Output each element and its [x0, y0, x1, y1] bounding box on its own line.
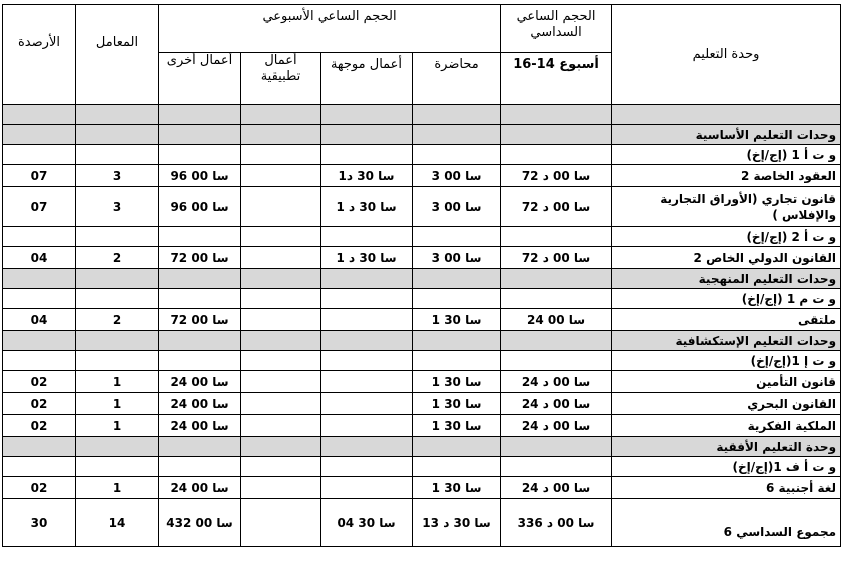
subsection-blank-cell [159, 145, 241, 165]
section-row [3, 125, 841, 145]
section-blank-cell [159, 269, 241, 289]
subsection-label: و ت أ 1 (إج/إخ) [612, 145, 841, 165]
semester-cell: 72 سا 00 د [501, 187, 612, 227]
subsection-blank-cell [3, 227, 76, 247]
blank-cell [501, 105, 612, 125]
applied-cell [241, 499, 321, 547]
subsection-blank-cell [321, 289, 413, 309]
blank-cell [413, 105, 501, 125]
semester-cell: 24 سا 00 د [501, 477, 612, 499]
subsection-blank-cell [413, 351, 501, 371]
total-label: مجموع السداسي 6 [612, 499, 841, 547]
subject-name: قانون التأمين [612, 371, 841, 393]
subsection-label: و ت أ ف 1(إج/إخ) [612, 457, 841, 477]
lecture-cell: 3 سا 00 [413, 187, 501, 227]
total-row [3, 499, 841, 547]
section-blank-cell [321, 331, 413, 351]
blank-cell [241, 105, 321, 125]
subsection-row [3, 289, 841, 309]
section-blank-cell [76, 125, 159, 145]
directed-cell [321, 309, 413, 331]
applied-cell [241, 371, 321, 393]
header-row-1 [3, 5, 841, 53]
applied-cell [241, 477, 321, 499]
subsection-blank-cell [76, 351, 159, 371]
subsection-label: و ت م 1 (إج/إخ) [612, 289, 841, 309]
credits-cell: 07 [3, 187, 76, 227]
subsection-label: و ت إ 1(إج/إخ) [612, 351, 841, 371]
coef-cell: 14 [76, 499, 159, 547]
lecture-cell: 3 سا 00 [413, 247, 501, 269]
applied-cell [241, 309, 321, 331]
subject-name: القانون الدولي الخاص 2 [612, 247, 841, 269]
other-cell: 24 سا 00 [159, 477, 241, 499]
subsection-blank-cell [159, 351, 241, 371]
subsection-blank-cell [321, 145, 413, 165]
subsection-blank-cell [501, 351, 612, 371]
subject-name: ملتقى [612, 309, 841, 331]
subsection-blank-cell [3, 289, 76, 309]
semester-cell: 72 سا 00 د [501, 247, 612, 269]
section-blank-cell [159, 125, 241, 145]
section-blank-cell [321, 269, 413, 289]
lecture-cell: 1 سا 30 [413, 393, 501, 415]
subject-row [3, 371, 841, 393]
credits-cell: 04 [3, 309, 76, 331]
weeks-header: 16-14 أسبوع [501, 53, 612, 105]
subsection-blank-cell [241, 457, 321, 477]
blank-cell [159, 105, 241, 125]
semester-cell: 24 سا 00 [501, 309, 612, 331]
subsection-blank-cell [413, 145, 501, 165]
lecture-cell: 1 سا 30 [413, 477, 501, 499]
section-blank-cell [76, 437, 159, 457]
other-cell: 432 سا 00 [159, 499, 241, 547]
section-blank-cell [501, 125, 612, 145]
directed-cell: 1 سا 30 د [321, 187, 413, 227]
subsection-row [3, 351, 841, 371]
subsection-blank-cell [413, 289, 501, 309]
other-cell: 24 سا 00 [159, 371, 241, 393]
blank-row [3, 105, 841, 125]
lecture-cell: 1 سا 30 [413, 309, 501, 331]
unit-header: وحدة التعليم [612, 5, 841, 105]
subject-name: العقود الخاصة 2 [612, 165, 841, 187]
blank-cell [76, 105, 159, 125]
lecture-cell: 1 سا 30 [413, 371, 501, 393]
section-row [3, 437, 841, 457]
subsection-blank-cell [159, 227, 241, 247]
directed-header: أعمال موجهة [321, 53, 413, 105]
subsection-blank-cell [413, 457, 501, 477]
coef-cell: 3 [76, 165, 159, 187]
subsection-blank-cell [3, 145, 76, 165]
section-blank-cell [501, 331, 612, 351]
directed-cell [321, 415, 413, 437]
other-cell: 96 سا 00 [159, 165, 241, 187]
section-blank-cell [241, 269, 321, 289]
section-blank-cell [159, 437, 241, 457]
coef-cell: 1 [76, 371, 159, 393]
credits-cell: 02 [3, 371, 76, 393]
directed-cell: 1 سا 30 د [321, 247, 413, 269]
coef-cell: 2 [76, 247, 159, 269]
subject-name: قانون تجاري (الأوراق التجارية والإفلاس ) [612, 187, 841, 227]
applied-cell [241, 393, 321, 415]
other-cell: 24 سا 00 [159, 393, 241, 415]
section-blank-cell [501, 269, 612, 289]
coef-cell: 1 [76, 393, 159, 415]
subsection-row [3, 145, 841, 165]
coef-cell: 1 [76, 415, 159, 437]
credits-cell: 04 [3, 247, 76, 269]
subsection-blank-cell [3, 351, 76, 371]
section-row [3, 331, 841, 351]
section-blank-cell [76, 269, 159, 289]
subject-name: القانون البحري [612, 393, 841, 415]
section-label: وحدات التعليم الإستكشافية [612, 331, 841, 351]
subsection-blank-cell [413, 227, 501, 247]
subject-name: لغة أجنبية 6 [612, 477, 841, 499]
credits-cell: 07 [3, 165, 76, 187]
subsection-row [3, 227, 841, 247]
semester-cell: 24 سا 00 د [501, 371, 612, 393]
section-blank-cell [159, 331, 241, 351]
blank-cell [3, 105, 76, 125]
credits-header: الأرصدة [3, 5, 76, 105]
subsection-blank-cell [76, 145, 159, 165]
applied-cell [241, 247, 321, 269]
subsection-row [3, 457, 841, 477]
subsection-blank-cell [241, 145, 321, 165]
subsection-blank-cell [76, 227, 159, 247]
section-blank-cell [76, 331, 159, 351]
coef-header: المعامل [76, 5, 159, 105]
section-blank-cell [241, 331, 321, 351]
semester-cell: 72 سا 00 د [501, 165, 612, 187]
credits-cell: 02 [3, 393, 76, 415]
coef-cell: 3 [76, 187, 159, 227]
section-blank-cell [413, 437, 501, 457]
section-blank-cell [241, 437, 321, 457]
blank-cell [321, 105, 413, 125]
subsection-blank-cell [159, 289, 241, 309]
subsection-blank-cell [501, 457, 612, 477]
credits-cell: 30 [3, 499, 76, 547]
semester-cell: 24 سا 00 د [501, 393, 612, 415]
applied-cell [241, 415, 321, 437]
section-blank-cell [501, 437, 612, 457]
directed-cell [321, 393, 413, 415]
blank-cell [612, 105, 841, 125]
other-header: أعمال أخرى [159, 53, 241, 105]
subject-row [3, 247, 841, 269]
section-row [3, 269, 841, 289]
credits-cell: 02 [3, 415, 76, 437]
weekly-volume-header: الحجم الساعي الأسبوعي [159, 5, 501, 53]
other-cell: 24 سا 00 [159, 415, 241, 437]
curriculum-table [2, 4, 841, 547]
subsection-blank-cell [321, 227, 413, 247]
section-blank-cell [413, 269, 501, 289]
subsection-blank-cell [241, 289, 321, 309]
directed-cell [321, 477, 413, 499]
lecture-header: محاضرة [413, 53, 501, 105]
subsection-blank-cell [76, 289, 159, 309]
subsection-blank-cell [321, 457, 413, 477]
semester-volume-header: الحجم الساعي السداسي [501, 5, 612, 53]
lecture-cell: 1 سا 30 [413, 415, 501, 437]
semester-cell: 24 سا 00 د [501, 415, 612, 437]
subsection-blank-cell [159, 457, 241, 477]
subject-row [3, 309, 841, 331]
other-cell: 72 سا 00 [159, 247, 241, 269]
subject-row [3, 477, 841, 499]
section-blank-cell [321, 437, 413, 457]
subsection-blank-cell [241, 227, 321, 247]
subsection-blank-cell [3, 457, 76, 477]
section-blank-cell [413, 125, 501, 145]
lecture-cell: 3 سا 00 [413, 165, 501, 187]
subsection-blank-cell [501, 227, 612, 247]
section-label: وحدات التعليم المنهجية [612, 269, 841, 289]
credits-cell: 02 [3, 477, 76, 499]
section-blank-cell [321, 125, 413, 145]
section-blank-cell [413, 331, 501, 351]
directed-cell: 04 سا 30 [321, 499, 413, 547]
section-blank-cell [3, 331, 76, 351]
section-blank-cell [241, 125, 321, 145]
subject-row [3, 165, 841, 187]
lecture-cell: 13 سا 30 د [413, 499, 501, 547]
subsection-blank-cell [501, 145, 612, 165]
subsection-label: و ت أ 2 (إج/إخ) [612, 227, 841, 247]
coef-cell: 2 [76, 309, 159, 331]
subject-row [3, 393, 841, 415]
applied-cell [241, 165, 321, 187]
coef-cell: 1 [76, 477, 159, 499]
subject-name: الملكية الفكرية [612, 415, 841, 437]
section-blank-cell [3, 125, 76, 145]
applied-header: أعمال تطبيقية [241, 53, 321, 105]
section-label: وحدة التعليم الأفقية [612, 437, 841, 457]
subsection-blank-cell [501, 289, 612, 309]
directed-cell [321, 371, 413, 393]
section-label: وحدات التعليم الأساسية [612, 125, 841, 145]
subject-row [3, 187, 841, 227]
subsection-blank-cell [321, 351, 413, 371]
semester-cell: 336 سا 00 د [501, 499, 612, 547]
subsection-blank-cell [76, 457, 159, 477]
section-blank-cell [3, 437, 76, 457]
applied-cell [241, 187, 321, 227]
subsection-blank-cell [241, 351, 321, 371]
directed-cell: 1سا 30 د [321, 165, 413, 187]
other-cell: 96 سا 00 [159, 187, 241, 227]
subject-row [3, 415, 841, 437]
section-blank-cell [3, 269, 76, 289]
other-cell: 72 سا 00 [159, 309, 241, 331]
